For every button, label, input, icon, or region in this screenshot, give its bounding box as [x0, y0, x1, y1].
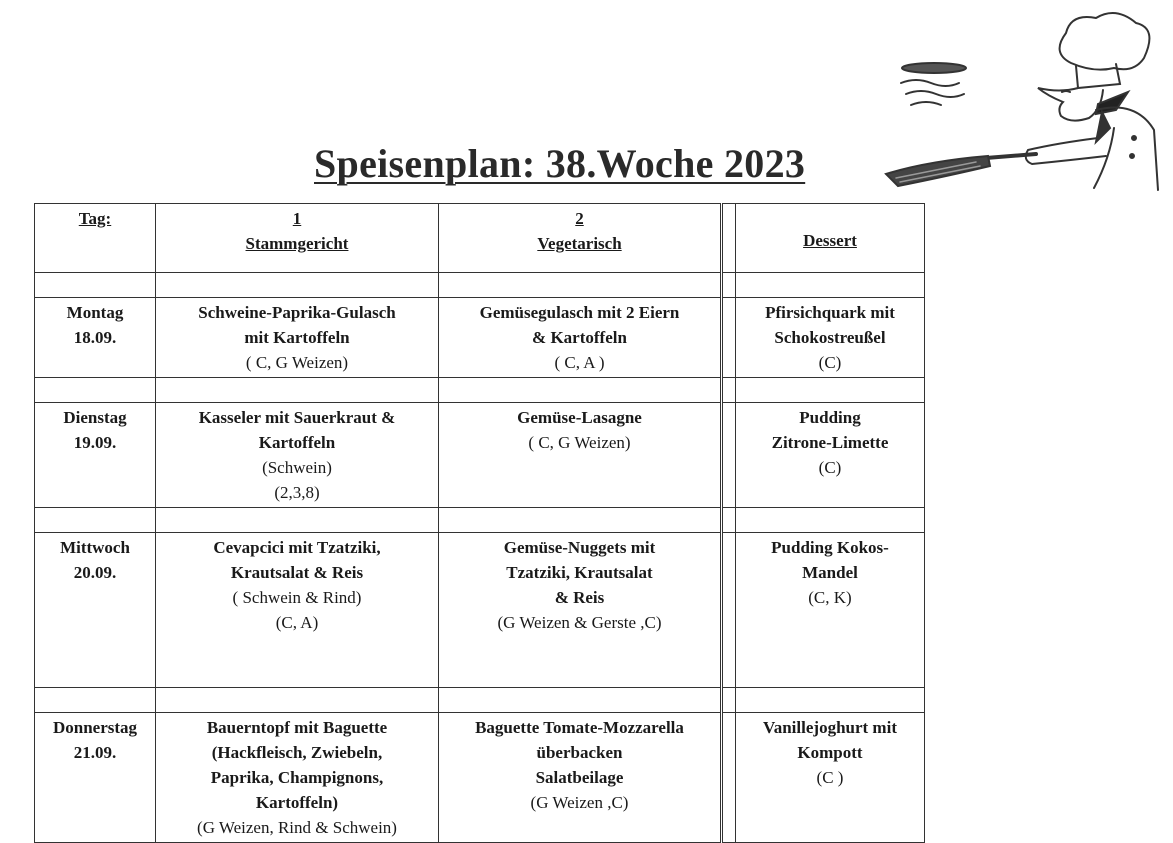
chef-illustration [866, 8, 1166, 198]
veg-dish-cell: Gemüse-Lasagne ( C, G Weizen) [439, 403, 722, 508]
table-header-row [35, 204, 925, 273]
day-cell: Montag 18.09. [35, 298, 156, 378]
menu-table [34, 203, 925, 843]
header-veg: 2 Vegetarisch [439, 204, 722, 273]
column-divider [722, 204, 736, 273]
dessert-cell: Vanillejoghurt mit Kompott (C ) [736, 713, 925, 843]
dessert-cell: Pfirsichquark mit Schokostreußel (C) [736, 298, 925, 378]
veg-dish-cell: Gemüse-Nuggets mit Tzatziki, Krautsalat & Reis (G Weizen & Gerste ,C) [439, 533, 722, 688]
page-title: Speisenplan: 38.Woche 2023 [314, 141, 806, 186]
table-row [35, 533, 925, 688]
main-dish-cell: Bauerntopf mit Baguette (Hackfleisch, Zwiebeln, Paprika, Champignons, Kartoffeln) (G Weizen, Rind & Schwein) [156, 713, 439, 843]
day-cell: Dienstag 19.09. [35, 403, 156, 508]
table-row [35, 403, 925, 508]
header-main: 1 Stammgericht [156, 204, 439, 273]
dessert-cell: Pudding Zitrone-Limette (C) [736, 403, 925, 508]
table-row [35, 713, 925, 843]
pancake-icon [902, 63, 966, 73]
table-row [35, 298, 925, 378]
header-dessert: Dessert [736, 204, 925, 273]
day-cell: Mittwoch 20.09. [35, 533, 156, 688]
dessert-cell: Pudding Kokos- Mandel (C, K) [736, 533, 925, 688]
main-dish-cell: Cevapcici mit Tzatziki, Krautsalat & Reis ( Schwein & Rind) (C, A) [156, 533, 439, 688]
main-dish-cell: Kasseler mit Sauerkraut & Kartoffeln (Schwein) (2,3,8) [156, 403, 439, 508]
day-cell: Donnerstag 21.09. [35, 713, 156, 843]
veg-dish-cell: Baguette Tomate-Mozzarella überbacken Salatbeilage (G Weizen ,C) [439, 713, 722, 843]
main-dish-cell: Schweine-Paprika-Gulasch mit Kartoffeln ( C, G Weizen) [156, 298, 439, 378]
veg-dish-cell: Gemüsegulasch mit 2 Eiern & Kartoffeln ( C, A ) [439, 298, 722, 378]
header-day: Tag: [35, 204, 156, 273]
